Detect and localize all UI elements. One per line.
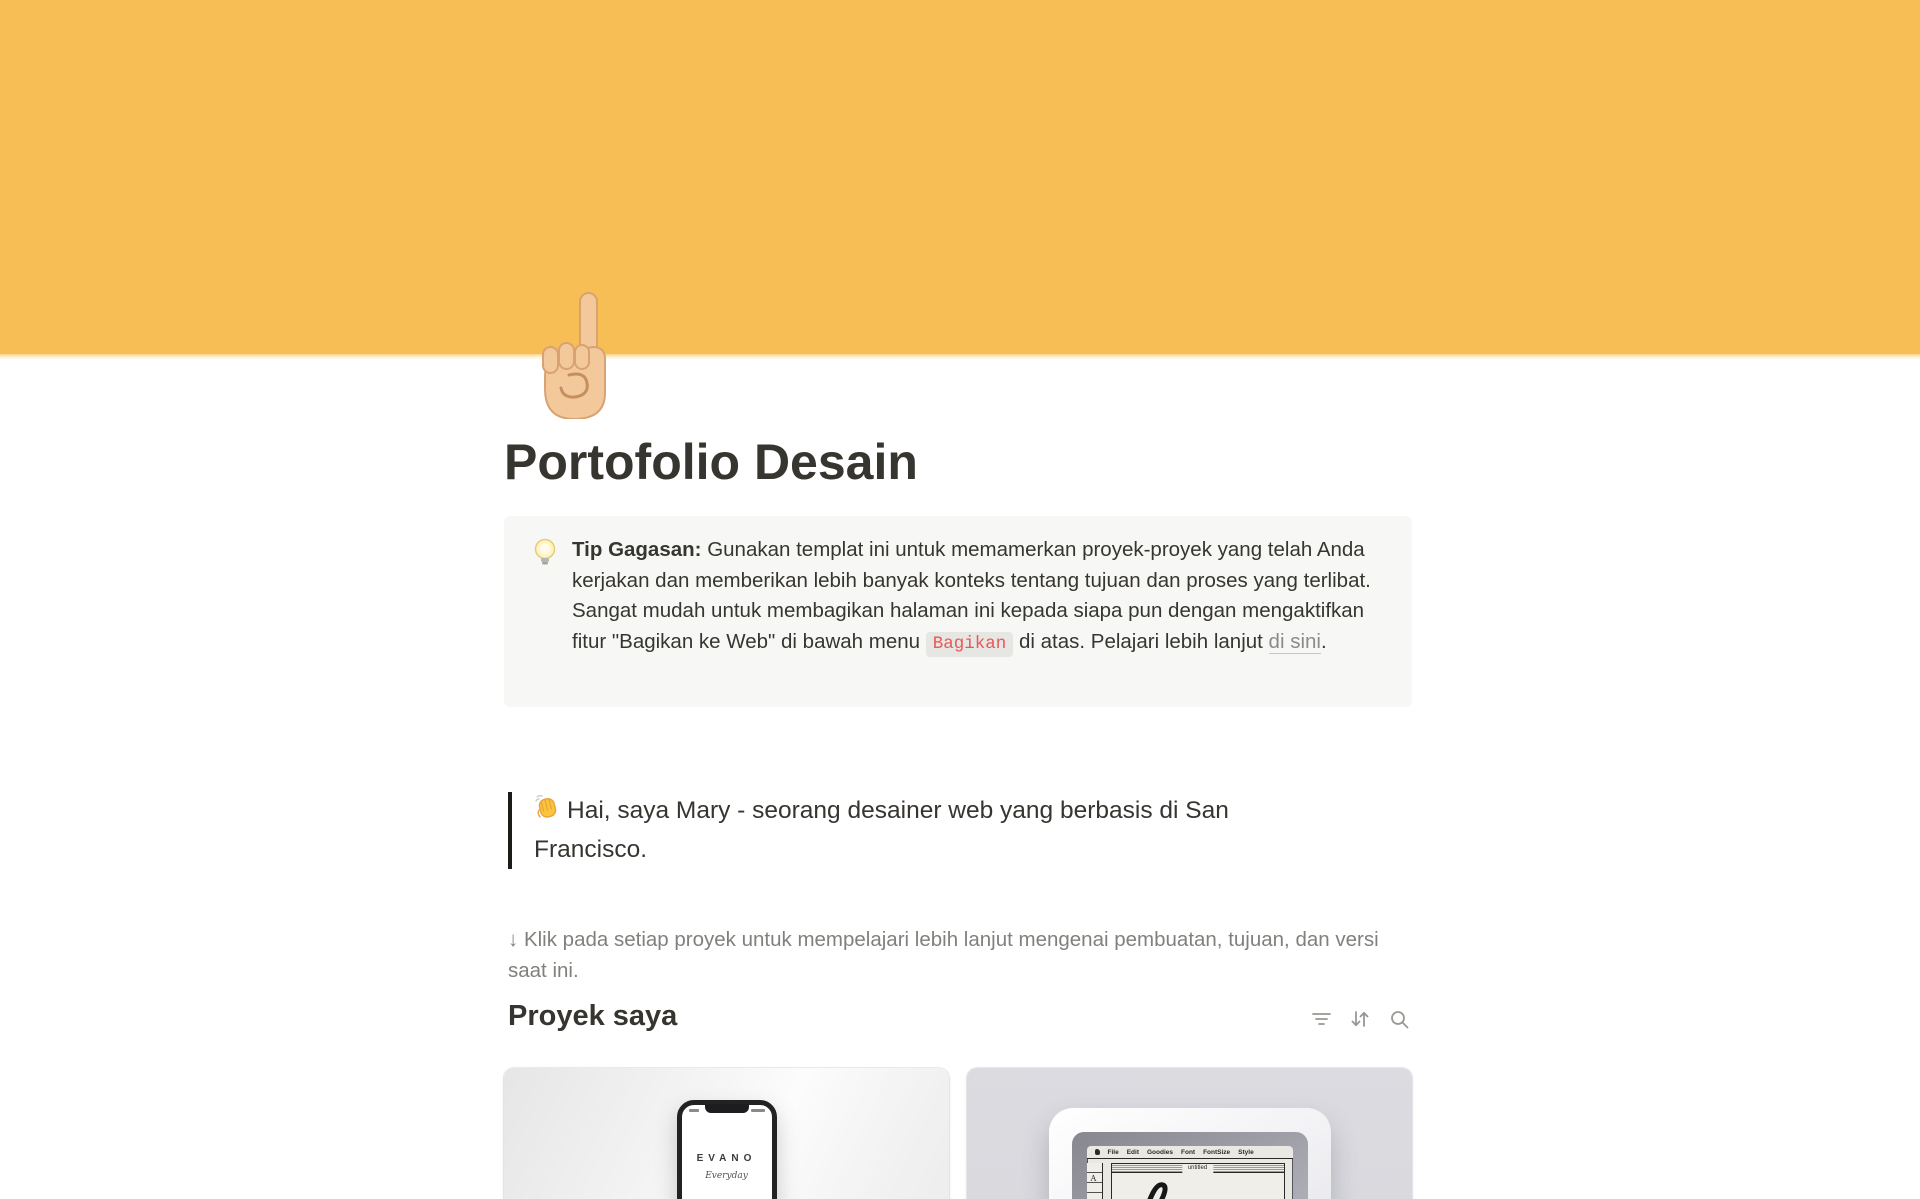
mac-menu-fontsize: FontSize <box>1203 1148 1231 1156</box>
mac-menu-file: File <box>1107 1148 1119 1156</box>
page-cover-banner[interactable] <box>0 0 1920 357</box>
mac-bezel <box>1072 1132 1308 1199</box>
project-card-retro-mac[interactable] <box>967 1068 1412 1199</box>
cursive-sketch <box>1113 1167 1283 1199</box>
evano-tagline-text: Everyday <box>705 1171 748 1181</box>
bagikan-code-tag: Bagikan <box>926 632 1014 657</box>
mac-menu-goodies: Goodies <box>1146 1148 1173 1156</box>
phone-status-right <box>751 1109 765 1112</box>
quote-text: Hai, saya Mary - seorang desainer web yang berbasis di San Francisco. <box>534 797 1229 863</box>
search-icon[interactable] <box>1388 1008 1410 1030</box>
tip-callout[interactable] <box>504 516 1412 707</box>
callout-lead: Tip Gagasan: <box>572 538 702 561</box>
evano-brand-text: EVANO <box>696 1153 757 1164</box>
di-sini-link[interactable]: di sini <box>1268 629 1321 653</box>
instruction-note[interactable]: ↓ Klik pada setiap proyek untuk mempelajari lebih lanjut mengenai pembuatan, tujuan, dan versi saat ini. <box>508 928 1379 982</box>
phone-mockup <box>677 1100 777 1199</box>
pointing-up-emoji-art <box>523 291 625 419</box>
intro-quote[interactable] <box>508 792 1308 869</box>
gallery-title[interactable]: Proyek saya <box>508 1000 678 1032</box>
mac-canvas <box>1103 1155 1293 1199</box>
mac-menu-style: Style <box>1238 1148 1254 1156</box>
light-bulb-emoji <box>530 537 560 567</box>
callout-body-1: Gunakan templat ini untuk memamerkan proyek-proyek yang telah Anda kerjakan dan memberikan lebih banyak konteks tentang tujuan dan proses yang terlibat. Sangat mudah untuk membagikan halaman ini kepada siapa pun dengan mengaktifkan fitur "Bagikan ke Web" di bawah menu <box>572 538 1371 653</box>
page-title[interactable]: Portofolio Desain <box>504 434 918 490</box>
mac-tool-palette <box>1087 1163 1103 1199</box>
callout-text <box>572 535 1388 689</box>
mac-window-title: untitled <box>1182 1164 1213 1173</box>
gallery-toolbar <box>1310 1008 1410 1030</box>
sort-icon[interactable] <box>1349 1008 1371 1030</box>
callout-body-end: . <box>1320 629 1327 653</box>
mac-menu-edit: Edit <box>1126 1148 1139 1156</box>
mac-menu-font: Font <box>1181 1148 1196 1156</box>
callout-body-2: di atas. Pelajari lebih lanjut <box>1013 629 1269 653</box>
project-card-evano[interactable] <box>504 1068 949 1199</box>
mac-screen <box>1087 1146 1293 1199</box>
gallery-grid <box>504 1068 1412 1199</box>
retro-mac-monitor <box>1049 1108 1331 1199</box>
phone-status-left <box>689 1109 699 1112</box>
phone-notch <box>705 1104 749 1113</box>
apple-logo-icon <box>1095 1149 1100 1155</box>
pointing-up-emoji[interactable] <box>523 291 625 419</box>
waving-hand-emoji <box>534 794 561 821</box>
gallery-header <box>508 998 1412 1040</box>
filter-icon[interactable] <box>1310 1008 1332 1030</box>
